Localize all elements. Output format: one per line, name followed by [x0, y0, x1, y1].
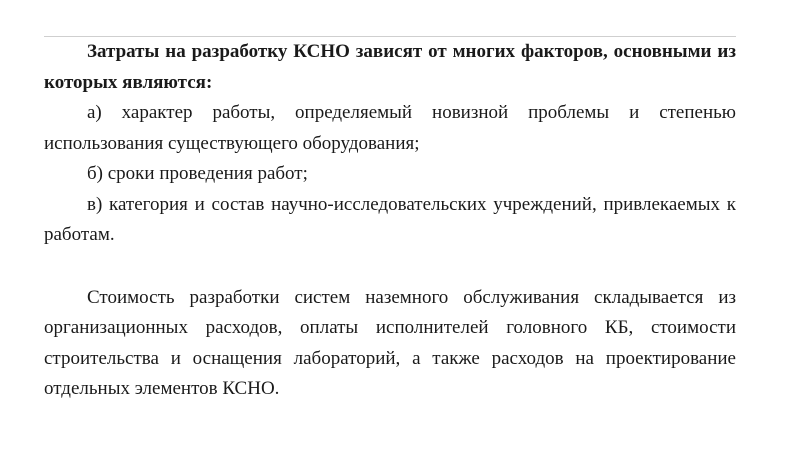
- list-item-c: в) категория и состав научно-исследовательских учреждений, привлекаемых к работам.: [44, 193, 736, 245]
- cost-paragraph: Стоимость разработки систем наземного обслуживания складывается из организационных расходов, оплаты исполнителей головного КБ, стоимости строительства и оснащения лабораторий, а также расходов на проектирование отдельных элементов КСНО.: [44, 286, 736, 399]
- list-item-b: б) сроки проведения работ;: [87, 163, 308, 184]
- intro-paragraph: Затраты на разработку КСНО зависят от многих факторов, основными из которых являются:: [44, 41, 736, 93]
- paragraph-spacer: [44, 251, 736, 283]
- document-body: [44, 37, 736, 405]
- list-item-a: а) характер работы, определяемый новизной проблемы и степенью использования существующего оборудования;: [44, 102, 736, 154]
